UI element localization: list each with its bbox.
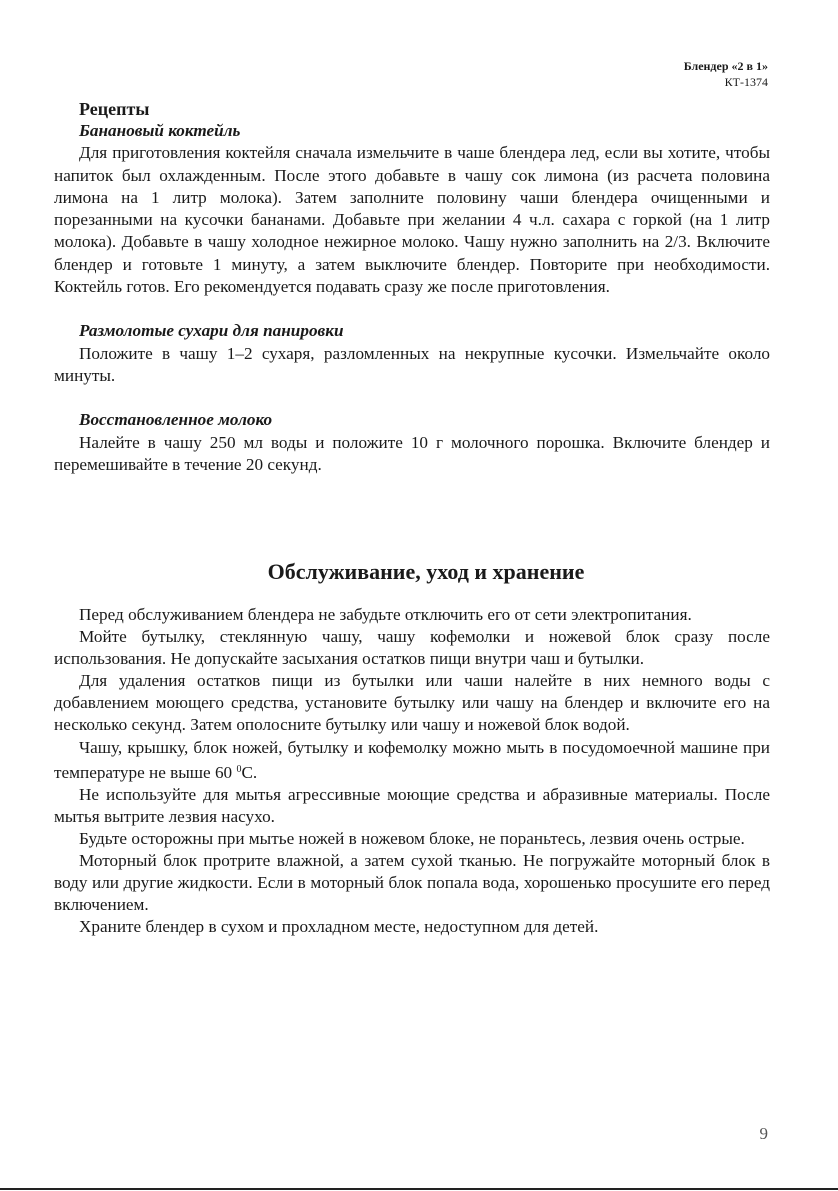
breadcrumbs-recipe-text: Положите в чашу 1–2 сухаря, разломленных на некрупные кусочки. Измельчайте около минуты. [54,343,770,385]
bottom-rule [0,1188,838,1190]
degree-sign: 0 [236,763,242,775]
product-title: Блендер «2 в 1» [683,59,768,73]
maintenance-heading: Обслуживание, уход и хранение [267,559,585,584]
maintenance-paragraph: Моторный блок протрите влажной, а затем сухой тканью. Не погружайте моторный блок в воду или другие жидкости. Если в моторный блок попала вода, хорошенько просушите его перед включением. [54,851,770,915]
maintenance-paragraph: Мойте бутылку, стеклянную чашу, чашу кофемолки и ножевой блок сразу после использования. Не допускайте засыхания остатков пищи внутри чаш и бутылки. [54,627,770,669]
banana-recipe-title: Банановый коктейль [79,121,241,140]
maintenance-paragraph: Будьте осторожны при мытье ножей в ножевом блоке, не пораньтесь, лезвия очень острые. [79,828,745,848]
maintenance-paragraph: Для удаления остатков пищи из бутылки или чаши налейте в них немного воды с добавлением моющего средства, установите бутылку или чашу на блендер и включите его на несколько секунд. Затем ополосните бутылку или чашу и ножевой блок водой. [54,671,770,735]
recipes-heading: Рецепты [79,99,150,119]
page-number: 9 [759,1124,768,1143]
maintenance-paragraph: Перед обслуживанием блендера не забудьте отключить его от сети электропитания. [79,605,692,624]
maintenance-section [54,604,770,938]
recipes-section [54,98,770,476]
breadcrumbs-recipe-title: Размолотые сухари для панировки [79,321,344,341]
model-number: КТ-1374 [724,75,768,89]
temperature-unit: С. [241,762,258,782]
maintenance-paragraph: Не используйте для мытья агрессивные моющие средства и абразивные материалы. После мытья вытрите лезвия насухо. [54,784,770,826]
page-header [684,58,768,90]
milk-recipe-text: Налейте в чашу 250 мл воды и положите 10 г молочного порошка. Включите блендер и перемешивайте в течение 20 секунд. [54,432,770,474]
maintenance-paragraph [54,737,770,784]
milk-recipe-title: Восстановленное молоко [79,410,273,430]
maintenance-paragraph: Храните блендер в сухом и прохладном месте, недоступном для детей. [79,917,599,937]
banana-recipe-text: Для приготовления коктейля сначала измельчите в чаше блендера лед, если вы хотите, чтобы напиток был охлажденным. После этого добавьте в чашу сок лимона (из расчета половина лимона на 1 литр молока). Затем заполните половину чаши блендера очищенными и порезанными на кусочки бананами. Добавьте при желании 4 ч.л. сахара с горкой (на 1 литр молока). Добавьте в чашу холодное нежирное молоко. Чашу нужно заполнить на 2/3. Включите блендер и готовьте 1 минуту, а затем выключите блендер. Повторите при необходимости. Коктейль готов. Его рекомендуется подавать сразу же после приготовления. [54,143,770,297]
dishwasher-text: Чашу, крышку, блок ножей, бутылку и кофемолку можно мыть в посудомоечной машине при температуре не выше 60 [54,737,770,782]
